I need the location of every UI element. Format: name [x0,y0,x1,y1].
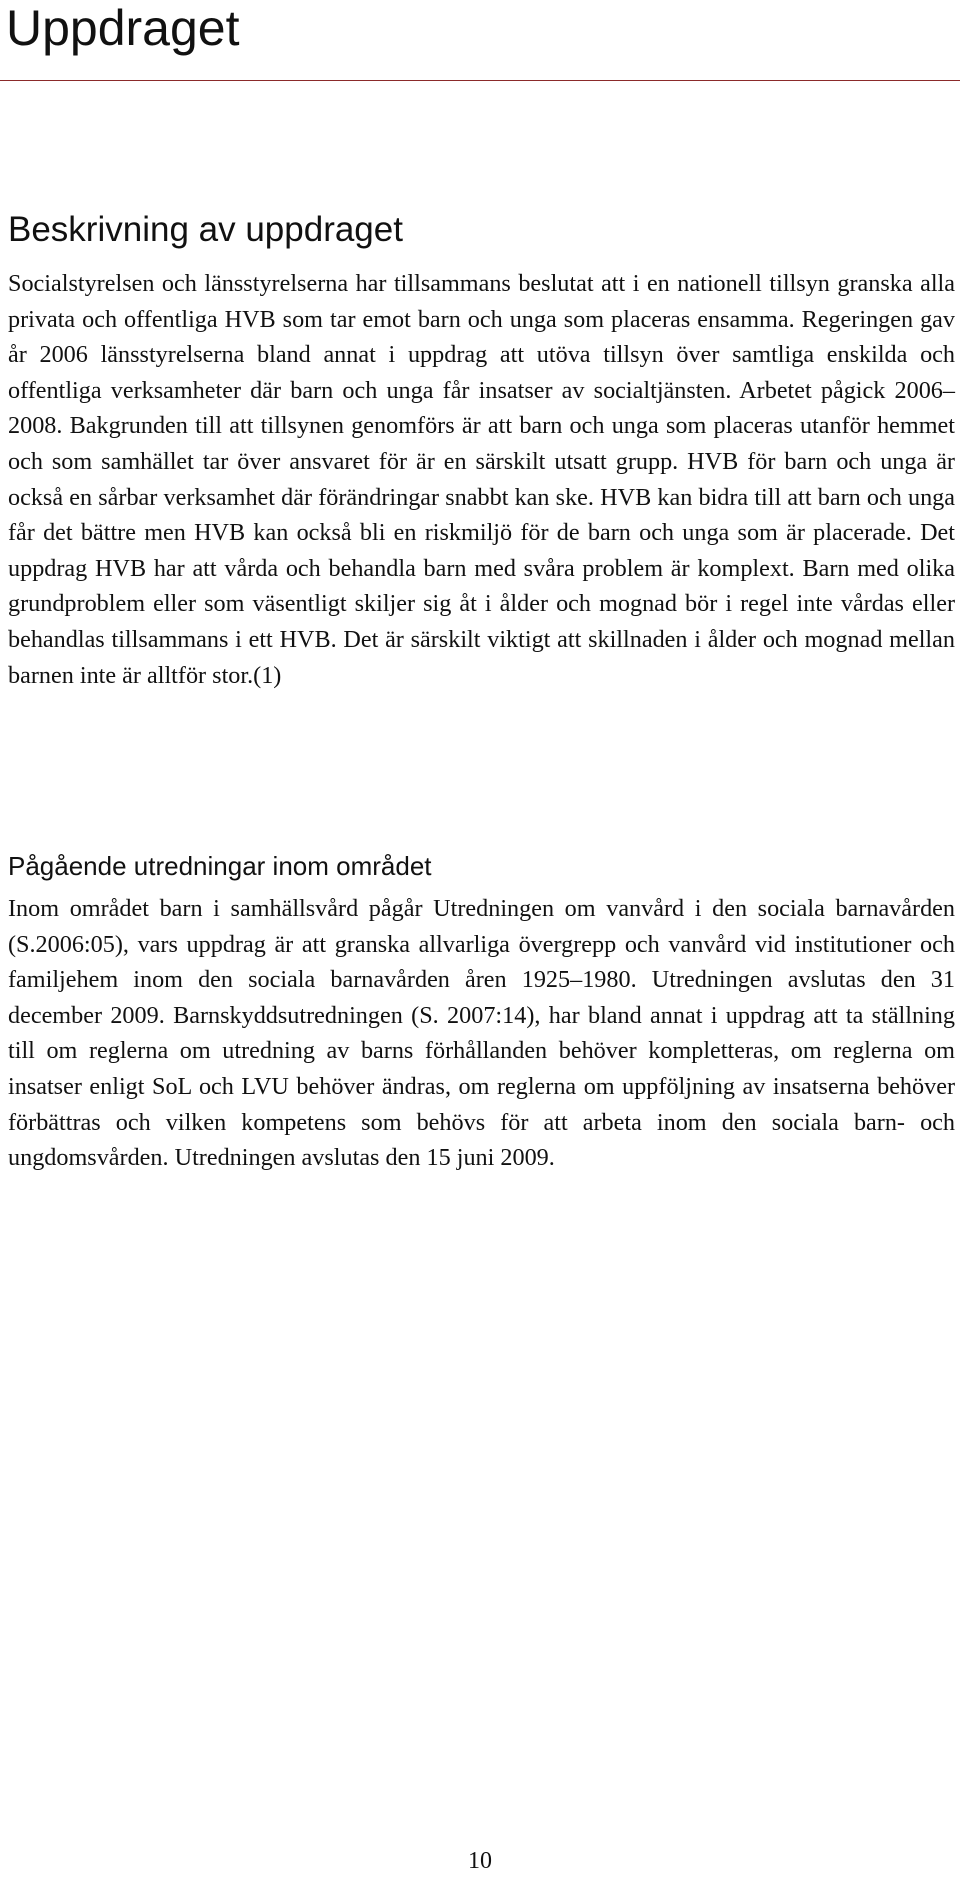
section-paragraph: Socialstyrelsen och länsstyrelserna har tillsammans beslutat att i en nationell tillsyn granska alla privata och offentliga HVB som tar emot barn och unga som placeras ensamma. Regeringen gav år 2006 länsstyrelserna bland annat i uppdrag att utöva tillsyn över samtliga enskilda och offentliga verksamheter där barn och unga får insatser av socialtjänsten. Arbetet pågick 2006–2008. Bakgrunden till att tillsynen genomförs är att barn och unga som placeras utanför hemmet och som samhället tar över ansvaret för är en särskilt utsatt grupp. HVB för barn och unga är också en sårbar verksamhet där förändringar snabbt kan ske. HVB kan bidra till att barn och unga får det bättre men HVB kan också bli en riskmiljö för de barn och unga som är placerade. Det uppdrag HVB har att vårda och behandla barn med svåra problem är komplext. Barn med olika grundproblem eller som väsentligt skiljer sig åt i ålder och mognad bör i regel inte vårdas eller behandlas tillsammans i ett HVB. Det är särskilt viktigt att skillnaden i ålder och mognad mellan barnen inte är alltför stor.(1) [8,270,955,689]
subsection-paragraph: Inom området barn i samhällsvård pågår Utredningen om vanvård i den sociala barnavården (S.2006:05), vars uppdrag är att granska allvarliga övergrepp och vanvård vid institutioner och familjehem inom den sociala barnavården åren 1925–1980. Utredningen avslutas den 31 december 2009. Barnskyddsutredningen (S. 2007:14), har bland annat i uppdrag att ta ställning till om reglerna om utredning av barns förhållanden behöver kompletteras, om reglerna om insatser enligt SoL och LVU behöver ändras, om reglerna om uppföljning av insatserna behöver förbättras och vilken kompetens som behövs för att arbeta inom den sociala barn- och ungdomsvården. Utredningen avslutas den 15 juni 2009. [8,895,955,1172]
title-divider [0,80,960,81]
subsection-heading: Pågående utredningar inom området [8,851,432,881]
page-number: 10 [468,1848,492,1874]
section-heading: Beskrivning av uppdraget [8,210,403,249]
page-title: Uppdraget [6,0,240,56]
